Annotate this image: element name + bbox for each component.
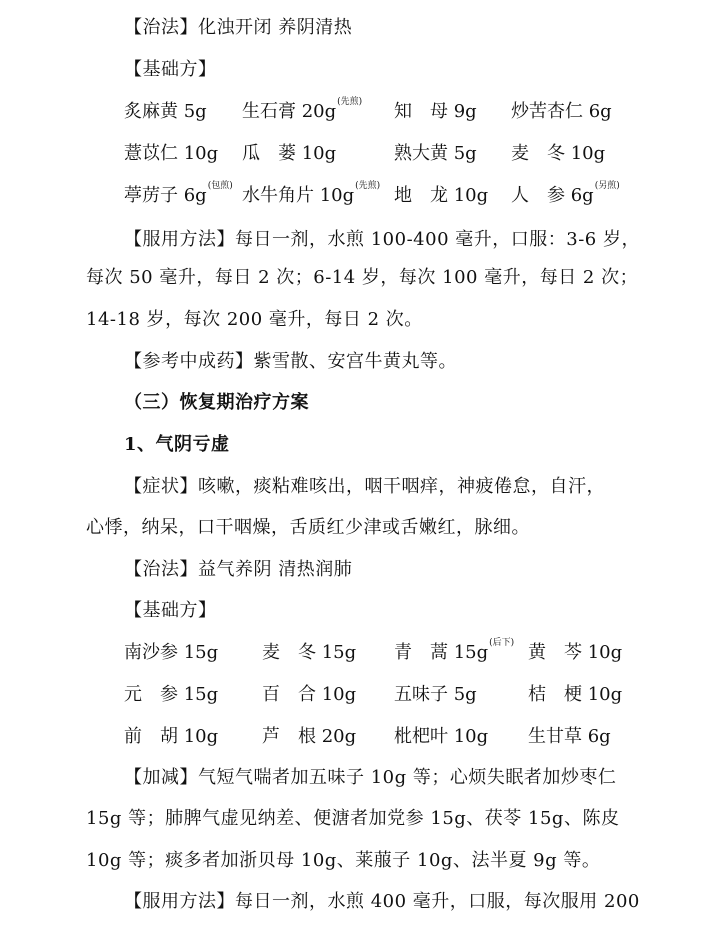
usage-line-1a: 【服用方法】每日一剂，水煎 100-400 毫升，口服：3-6 岁， <box>124 229 640 250</box>
herb-name: 麦 冬 15g <box>262 642 357 663</box>
herb-item <box>242 142 336 166</box>
herb-name: 五味子 5g <box>394 684 477 705</box>
treatment-method-2: 【治法】益气养阴 清热润肺 <box>124 559 353 580</box>
herb-name: 熟大黄 5g <box>394 143 477 164</box>
herb-name: 百 合 10g <box>262 684 357 705</box>
prescription-row <box>0 683 716 707</box>
subsection-title: 1、气阴亏虚 <box>124 434 230 455</box>
herb-item <box>394 184 488 208</box>
usage-line-1b: 每次 50 毫升，每日 2 次；6-14 岁，每次 100 毫升，每日 2 次； <box>86 267 639 288</box>
herb-name: 南沙参 15g <box>124 642 219 663</box>
prescription-row <box>0 181 716 208</box>
reference-medicine: 【参考中成药】紫雪散、安宫牛黄丸等。 <box>124 351 457 372</box>
herb-name: 瓜 蒌 10g <box>242 143 337 164</box>
herb-item <box>242 181 381 208</box>
herb-item <box>394 142 477 166</box>
herb-name: 黄 芩 10g <box>528 642 623 663</box>
herb-note: (先煎) <box>337 97 363 107</box>
usage-line-2: 【服用方法】每日一剂，水煎 400 毫升，口服，每次服用 200 <box>124 891 640 912</box>
herb-note: (包煎) <box>207 181 233 191</box>
base-formula-heading-2: 【基础方】 <box>124 600 217 621</box>
herb-name: 桔 梗 10g <box>528 684 623 705</box>
herb-item <box>511 181 620 208</box>
herb-item <box>124 641 218 665</box>
herb-name: 水牛角片 10g <box>242 185 355 206</box>
symptoms-line-b: 心悸，纳呆，口干咽燥，舌质红少津或舌嫩红，脉细。 <box>86 517 530 538</box>
herb-name: 炒苦杏仁 6g <box>511 101 612 122</box>
herb-name: 葶苈子 6g <box>124 185 207 206</box>
herb-name: 人 参 6g <box>511 185 594 206</box>
herb-item <box>394 725 488 749</box>
herb-item <box>124 181 233 208</box>
herb-item <box>528 683 622 707</box>
prescription-row <box>0 142 716 166</box>
prescription-row <box>0 97 716 124</box>
base-formula-heading-1: 【基础方】 <box>124 59 217 80</box>
herb-item <box>124 725 218 749</box>
herb-note: (另煎) <box>594 181 620 191</box>
herb-name: 枇杷叶 10g <box>394 726 489 747</box>
herb-name: 炙麻黄 5g <box>124 101 207 122</box>
usage-line-1c: 14-18 岁，每次 200 毫升，每日 2 次。 <box>86 309 423 330</box>
herb-item <box>511 100 612 124</box>
herb-item <box>124 683 218 707</box>
herb-item <box>262 725 356 749</box>
herb-item <box>262 683 356 707</box>
modification-line-a: 【加减】气短气喘者加五味子 10g 等；心烦失眠者加炒枣仁 <box>124 767 617 788</box>
treatment-method-1: 【治法】化浊开闭 养阴清热 <box>124 17 353 38</box>
herb-item <box>394 100 477 124</box>
herb-name: 麦 冬 10g <box>511 143 606 164</box>
modification-line-b: 15g 等；肺脾气虚见纳差、便溏者加党参 15g、茯苓 15g、陈皮 <box>86 808 620 829</box>
herb-note: (后下) <box>489 638 515 648</box>
herb-note: (先煎) <box>355 181 381 191</box>
herb-name: 薏苡仁 10g <box>124 143 219 164</box>
herb-name: 前 胡 10g <box>124 726 219 747</box>
herb-name: 知 母 9g <box>394 101 477 122</box>
herb-name: 生石膏 20g <box>242 101 337 122</box>
herb-item <box>124 142 218 166</box>
herb-item <box>262 641 356 665</box>
herb-item <box>528 725 611 749</box>
herb-item <box>511 142 605 166</box>
section-title: （三）恢复期治疗方案 <box>124 392 309 413</box>
prescription-row <box>0 638 716 665</box>
herb-name: 地 龙 10g <box>394 185 489 206</box>
herb-item <box>394 683 477 707</box>
prescription-row <box>0 725 716 749</box>
herb-item <box>242 97 363 124</box>
modification-line-c: 10g 等；痰多者加浙贝母 10g、莱菔子 10g、法半夏 9g 等。 <box>86 850 601 871</box>
herb-name: 生甘草 6g <box>528 726 611 747</box>
herb-name: 元 参 15g <box>124 684 219 705</box>
herb-item <box>124 100 207 124</box>
herb-name: 青 蒿 15g <box>394 642 489 663</box>
herb-item <box>528 641 622 665</box>
symptoms-line-a: 【症状】咳嗽，痰粘难咳出，咽干咽痒，神疲倦怠，自汗， <box>124 476 605 497</box>
herb-name: 芦 根 20g <box>262 726 357 747</box>
herb-item <box>394 638 515 665</box>
